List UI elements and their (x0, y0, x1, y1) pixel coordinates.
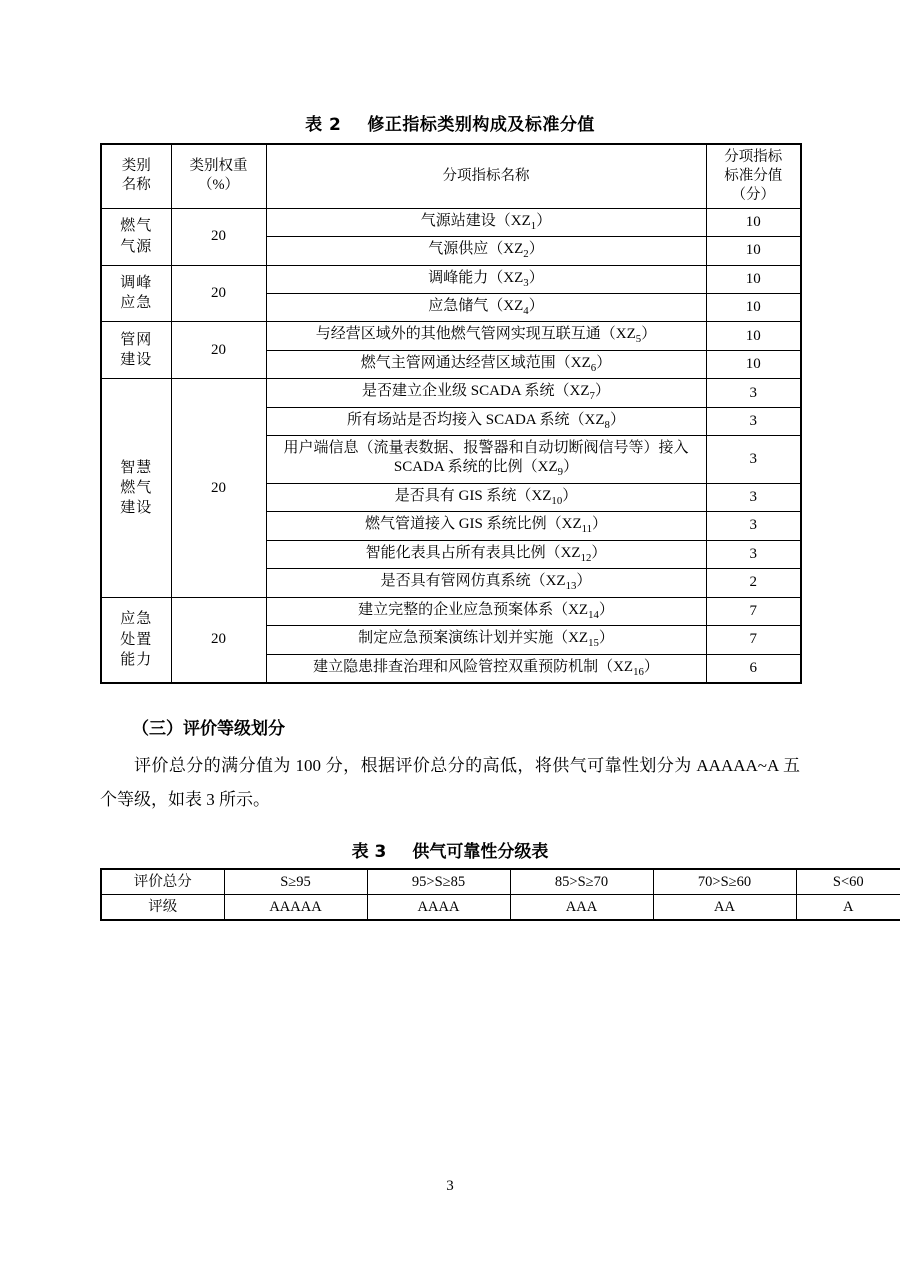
item-name-text: 与经营区域外的其他燃气管网实现互联互通（XZ (315, 326, 636, 343)
score-cell: 7 (706, 597, 801, 625)
item-index: 10 (551, 494, 563, 507)
weight-cell: 20 (171, 322, 266, 379)
score-range-5: S<60 (796, 869, 900, 895)
item-name-text: 气源站建设（XZ (420, 212, 531, 229)
item-name-suffix: ） (528, 297, 544, 314)
category-cell (101, 265, 171, 322)
score-cell: 3 (706, 512, 801, 540)
item-name-suffix: ） (641, 326, 657, 343)
score-cell: 10 (706, 237, 801, 265)
item-index: 4 (523, 304, 529, 317)
item-index: 15 (588, 637, 599, 650)
section-heading: （三）评价等级划分 (132, 719, 285, 740)
category-line2: 处置 (120, 631, 153, 648)
item-name-suffix: ） (528, 241, 544, 258)
score-cell: 7 (706, 626, 801, 654)
score-cell: 6 (706, 654, 801, 683)
item-name-cell (266, 265, 706, 293)
category-line1: 智慧 (120, 459, 153, 476)
table3-caption-number: 表 3 (351, 842, 387, 863)
item-name-text: 应急储气（XZ (428, 297, 524, 314)
header-weight (171, 144, 266, 208)
table3-caption (100, 837, 800, 862)
item-index: 11 (581, 523, 593, 536)
rating-2: AAAA (367, 895, 510, 921)
item-name-suffix: ） (528, 269, 544, 286)
weight-cell: 20 (171, 597, 266, 683)
weight-cell: 20 (171, 379, 266, 597)
category-line2: 燃气 (120, 479, 153, 496)
table2-caption-text: 修正指标类别构成及标准分值 (367, 115, 595, 135)
category-line1: 应急 (120, 611, 153, 628)
score-cell: 10 (706, 208, 801, 236)
item-index: 13 (565, 580, 577, 593)
score-cell: 3 (706, 436, 801, 483)
item-name-cell (266, 654, 706, 683)
header-score-line2: 标准分值 (724, 167, 783, 184)
table-2 (100, 143, 802, 684)
item-name-cell (266, 407, 706, 435)
table-row (101, 597, 801, 625)
header-weight-line1: 类别权重 (189, 158, 248, 175)
score-range-3: 85>S≥70 (510, 869, 653, 895)
item-index: 2 (523, 248, 529, 261)
rating-5: A (796, 895, 900, 921)
table2-caption-number: 表 2 (305, 115, 342, 135)
table-3 (100, 868, 900, 921)
category-line2: 气源 (120, 238, 153, 255)
header-weight-line2: （%） (197, 177, 240, 194)
item-name-suffix: ） (563, 459, 579, 476)
item-index: 9 (557, 466, 564, 479)
category-line1: 燃气 (120, 218, 153, 235)
item-name-suffix: ） (594, 383, 610, 400)
item-name-text: 制定应急预案演练计划并实施（XZ (358, 630, 589, 647)
total-score-label: 评价总分 (101, 869, 224, 895)
header-score (706, 144, 801, 208)
item-name-cell (266, 208, 706, 236)
table-row (101, 265, 801, 293)
item-name-text: 是否具有管网仿真系统（XZ (380, 573, 566, 590)
section-paragraph: 评价总分的满分值为 100 分，根据评价总分的高低，将供气可靠性划分为 AAAAA~A 五个等级，如表 3 所示。 (100, 756, 800, 810)
rating-4: AA (653, 895, 796, 921)
item-name-text: 燃气主管网通达经营区域范围（XZ (360, 354, 591, 371)
item-name-suffix: ） (643, 658, 659, 675)
category-line3: 能力 (120, 651, 153, 668)
item-index: 6 (590, 361, 597, 374)
item-index: 14 (588, 608, 599, 621)
item-name-text: 用户端信息（流量表数据、报警器和自动切断阀信号等）接入 SCADA 系统的比例（XZ (283, 440, 689, 476)
weight-cell: 20 (171, 265, 266, 322)
page-number: 3 (446, 1178, 454, 1194)
category-cell (101, 597, 171, 683)
item-name-text: 气源供应（XZ (428, 241, 524, 258)
item-name-suffix: ） (536, 212, 552, 229)
item-name-cell (266, 626, 706, 654)
item-index: 7 (589, 390, 595, 403)
item-name-text: 建立隐患排查治理和风险管控双重预防机制（XZ (313, 658, 634, 675)
table-row (101, 869, 900, 895)
item-index: 5 (635, 333, 642, 346)
table-row-header (101, 144, 801, 208)
rating-label: 评级 (101, 895, 224, 921)
item-name-suffix: ） (609, 411, 625, 428)
table2-caption (100, 110, 800, 135)
header-category-line2: 名称 (121, 177, 151, 194)
header-category (101, 144, 171, 208)
table-row (101, 322, 801, 350)
rating-3: AAA (510, 895, 653, 921)
item-index: 8 (604, 418, 610, 431)
header-item-name: 分项指标名称 (266, 144, 706, 208)
item-name-cell (266, 379, 706, 407)
item-name-suffix: ） (592, 516, 608, 533)
item-name-suffix: ） (598, 601, 614, 618)
table-row (101, 379, 801, 407)
category-line2: 应急 (120, 295, 153, 312)
item-name-cell (266, 237, 706, 265)
item-name-cell (266, 350, 706, 378)
table-row (101, 208, 801, 236)
table3-caption-text: 供气可靠性分级表 (412, 842, 549, 863)
page-content (100, 110, 864, 921)
score-cell: 10 (706, 293, 801, 321)
item-name-text: 所有场站是否均接入 SCADA 系统（XZ (347, 411, 605, 428)
score-cell: 10 (706, 350, 801, 378)
item-index: 1 (530, 219, 537, 232)
weight-cell: 20 (171, 208, 266, 265)
score-cell: 3 (706, 379, 801, 407)
item-name-text: 智能化表具占所有表具比例（XZ (365, 544, 581, 561)
item-name-text: 燃气管道接入 GIS 系统比例（XZ (364, 516, 582, 533)
score-range-1: S≥95 (224, 869, 367, 895)
score-cell: 3 (706, 540, 801, 568)
item-name-text: 是否具有 GIS 系统（XZ (394, 487, 552, 504)
category-cell (101, 322, 171, 379)
score-cell: 10 (706, 265, 801, 293)
score-cell: 3 (706, 483, 801, 511)
score-cell: 2 (706, 569, 801, 597)
category-line2: 建设 (120, 352, 153, 369)
header-category-line1: 类别 (121, 158, 151, 175)
table-row (101, 895, 900, 921)
item-name-cell (266, 322, 706, 350)
item-name-suffix: ） (598, 630, 614, 647)
item-index: 12 (580, 551, 592, 564)
item-name-suffix: ） (576, 573, 592, 590)
item-name-text: 调峰能力（XZ (428, 269, 524, 286)
item-name-suffix: ） (591, 544, 607, 561)
score-cell: 3 (706, 407, 801, 435)
item-name-cell (266, 597, 706, 625)
score-range-4: 70>S≥60 (653, 869, 796, 895)
item-name-suffix: ） (562, 487, 578, 504)
item-name-suffix: ） (596, 354, 612, 371)
score-range-2: 95>S≥85 (367, 869, 510, 895)
item-name-cell (266, 512, 706, 540)
rating-1: AAAAA (224, 895, 367, 921)
category-line3: 建设 (120, 500, 153, 517)
item-name-text: 建立完整的企业应急预案体系（XZ (358, 601, 589, 618)
item-index: 16 (633, 665, 644, 678)
category-cell (101, 208, 171, 265)
item-name-cell (266, 569, 706, 597)
category-line1: 管网 (120, 332, 153, 349)
score-cell: 10 (706, 322, 801, 350)
item-name-text: 是否建立企业级 SCADA 系统（XZ (362, 383, 590, 400)
item-name-cell (266, 540, 706, 568)
item-index: 3 (523, 276, 529, 289)
category-line1: 调峰 (120, 275, 153, 292)
header-score-line1: 分项指标 (724, 149, 783, 165)
header-score-line3: （分） (731, 186, 775, 203)
item-name-cell (266, 436, 706, 483)
item-name-cell (266, 483, 706, 511)
item-name-cell (266, 293, 706, 321)
category-cell (101, 379, 171, 597)
